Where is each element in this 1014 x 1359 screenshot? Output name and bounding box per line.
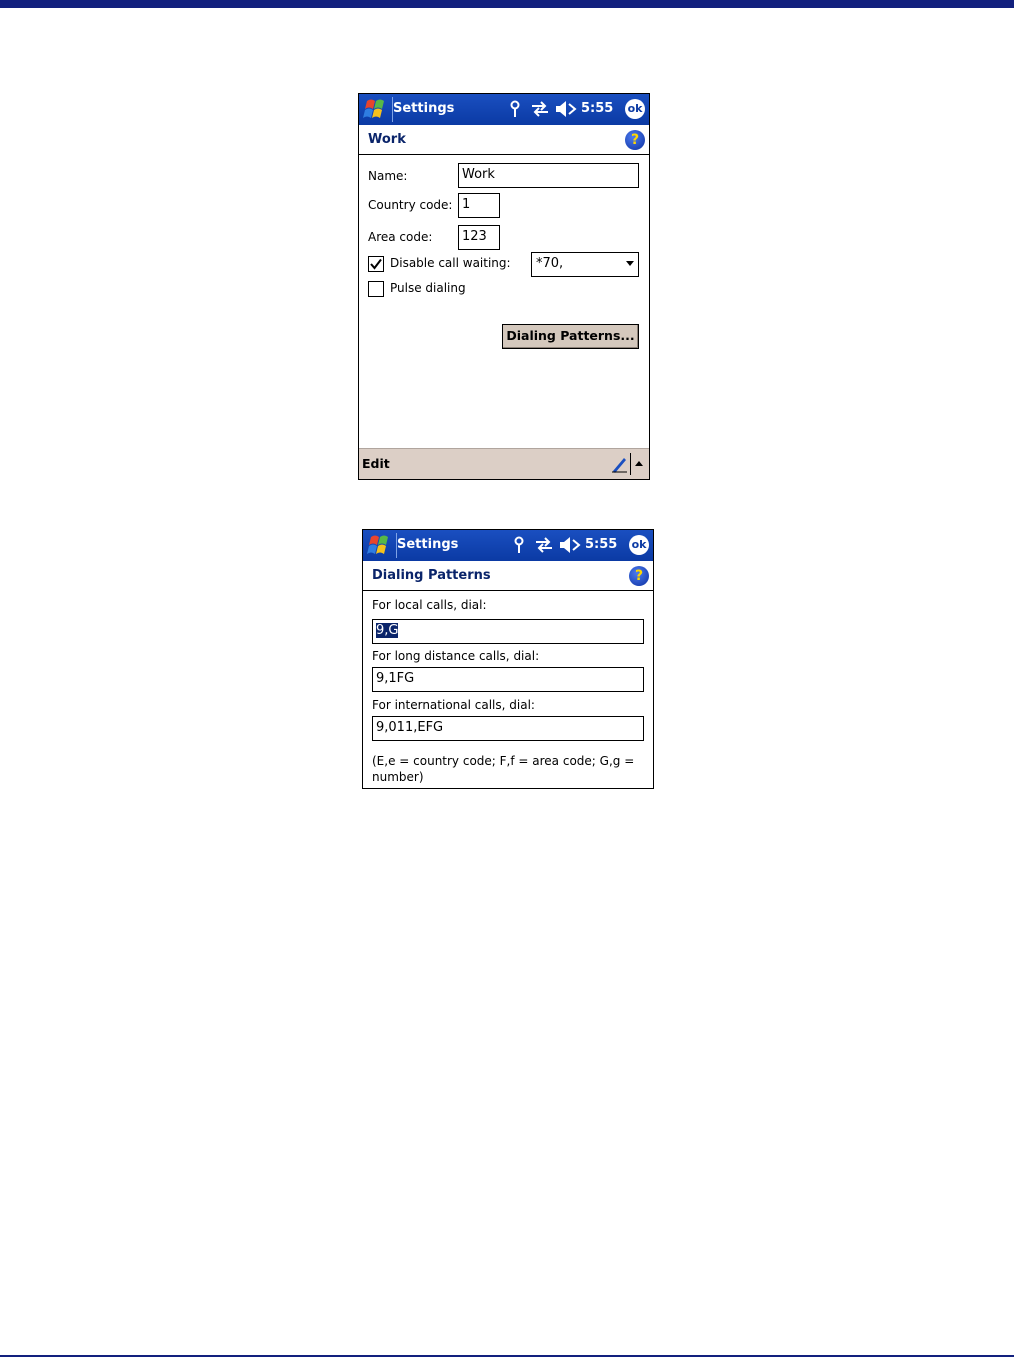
work-settings-screen <box>358 93 650 480</box>
antenna-icon[interactable] <box>509 100 521 122</box>
speaker-muted-icon[interactable] <box>555 100 577 122</box>
clock[interactable]: 5:55 <box>585 537 618 552</box>
page-title: Work <box>368 132 406 147</box>
name-label: Name: <box>368 169 408 183</box>
page-title: Dialing Patterns <box>372 568 491 583</box>
connectivity-icon[interactable] <box>530 100 550 122</box>
ok-button[interactable]: ok <box>625 99 645 119</box>
speaker-muted-icon[interactable] <box>559 536 581 558</box>
local-calls-value: 9,G <box>376 623 399 638</box>
country-code-input[interactable]: 1 <box>458 193 500 218</box>
local-calls-label: For local calls, dial: <box>372 598 487 612</box>
sip-up-arrow-icon[interactable] <box>635 461 643 466</box>
call-waiting-code-value: *70, <box>536 256 564 271</box>
windows-start-icon[interactable] <box>365 531 395 560</box>
app-title: Settings <box>393 101 455 116</box>
app-title: Settings <box>397 537 459 552</box>
dialing-patterns-screen <box>362 529 654 789</box>
area-code-label: Area code: <box>368 230 433 244</box>
header-rule <box>0 0 1014 8</box>
menu-separator <box>630 453 631 475</box>
call-waiting-code-select[interactable] <box>531 252 639 277</box>
dialing-patterns-button[interactable]: Dialing Patterns... <box>502 324 639 349</box>
page-header <box>363 561 653 591</box>
pen-input-icon[interactable] <box>611 455 629 477</box>
windows-start-icon[interactable] <box>361 95 391 124</box>
ok-button[interactable]: ok <box>629 535 649 555</box>
footer-rule <box>0 1355 1014 1357</box>
long-distance-input[interactable]: 9,1FG <box>372 667 644 692</box>
title-bar <box>359 94 649 125</box>
disable-call-waiting-checkbox[interactable] <box>368 256 384 272</box>
international-input[interactable]: 9,011,EFG <box>372 716 644 741</box>
disable-call-waiting-label[interactable]: Disable call waiting: <box>390 256 511 270</box>
clock[interactable]: 5:55 <box>581 101 614 116</box>
help-icon[interactable]: ? <box>629 566 649 586</box>
edit-menu[interactable]: Edit <box>362 456 390 471</box>
area-code-input[interactable]: 123 <box>458 225 500 250</box>
connectivity-icon[interactable] <box>534 536 554 558</box>
pulse-dialing-checkbox[interactable] <box>368 281 384 297</box>
checkmark-icon <box>369 257 383 271</box>
title-bar <box>363 530 653 561</box>
menu-bar <box>359 448 649 479</box>
international-label: For international calls, dial: <box>372 698 535 712</box>
pulse-dialing-label[interactable]: Pulse dialing <box>390 281 466 295</box>
country-code-label: Country code: <box>368 198 453 212</box>
antenna-icon[interactable] <box>513 536 525 558</box>
help-icon[interactable]: ? <box>625 130 645 150</box>
page-header <box>359 125 649 155</box>
dialing-code-legend: (E,e = country code; F,f = area code; G,g = number) <box>372 754 635 784</box>
long-distance-label: For long distance calls, dial: <box>372 649 540 663</box>
name-input[interactable]: Work <box>458 163 639 188</box>
local-calls-input[interactable] <box>372 619 644 644</box>
chevron-down-icon <box>626 261 634 266</box>
